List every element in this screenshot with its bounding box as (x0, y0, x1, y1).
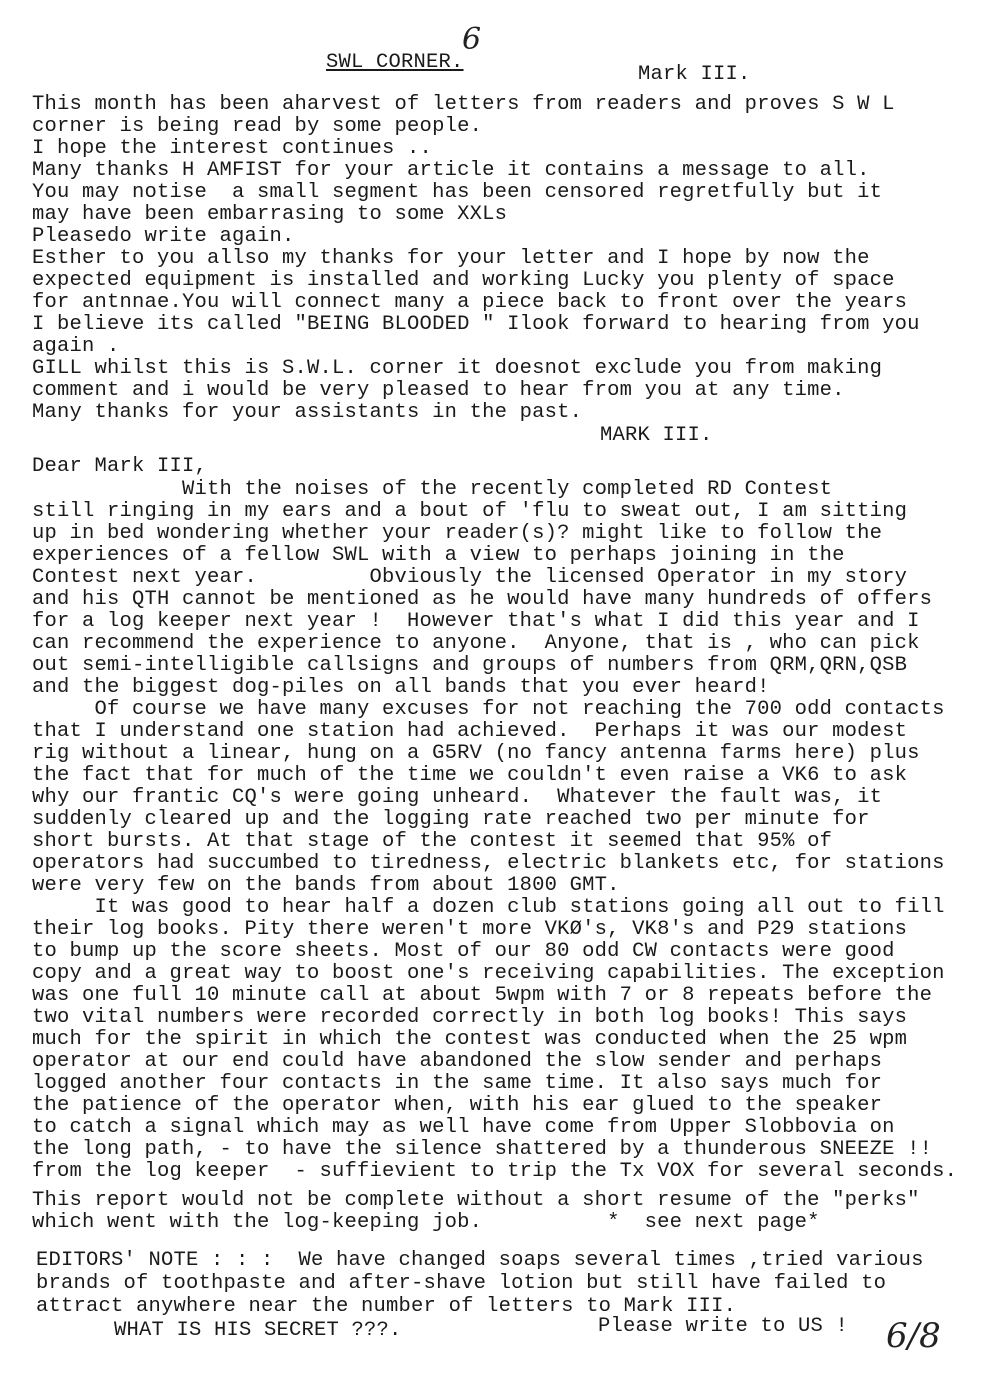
letter-line: operators had succumbed to tiredness, electric blankets etc, for stations (32, 852, 945, 875)
editors-note-line: brands of toothpaste and after-shave lotion but still have failed to (36, 1272, 887, 1295)
letter-line: still ringing in my ears and a bout of 'flu to sweat out, I am sitting (32, 500, 908, 523)
letter-line: and his QTH cannot be mentioned as he would have many hundreds of offers (32, 588, 933, 611)
letter-line: were very few on the bands from about 1800 GMT. (32, 874, 620, 897)
intro-line: corner is being read by some people. (32, 115, 483, 138)
intro-line: Esther to you allso my thanks for your letter and I hope by now the (32, 247, 870, 270)
letter-line: can recommend the experience to anyone. Anyone, that is , who can pick (32, 632, 920, 655)
letter-line: With the noises of the recently completed RD Contest (32, 478, 833, 501)
letter-closing-line: which went with the log-keeping job. * see next page* (32, 1211, 820, 1234)
handwritten-page-mark: 6/8 (886, 1316, 941, 1356)
intro-line: may have been embarrasing to some XXLs (32, 203, 508, 226)
letter-closing-line: This report would not be complete without a short resume of the "perks" (32, 1189, 920, 1212)
letter-line: why our frantic CQ's were going unheard. Whatever the fault was, it (32, 786, 883, 809)
intro-line: comment and i would be very pleased to hear from you at any time. (32, 379, 845, 402)
editors-request: Please write to US ! (598, 1315, 849, 1338)
letter-line: the long path, - to have the silence shattered by a thunderous SNEEZE !! (32, 1138, 933, 1161)
editors-note-line: EDITORS' NOTE : : : We have changed soaps several times ,tried various (36, 1249, 924, 1272)
letter-line: and the biggest dog-piles on all bands that you ever heard! (32, 676, 770, 699)
letter-line: their log books. Pity there weren't more VKØ's, VK8's and P29 stations (32, 918, 908, 941)
letter-line: It was good to hear half a dozen club stations going all out to fill (32, 896, 945, 919)
handwritten-page-number: 6 (462, 22, 482, 57)
intro-line: for antnnae.You will connect many a piece back to front over the years (32, 291, 908, 314)
editors-note-line: attract anywhere near the number of letters to Mark III. (36, 1295, 737, 1318)
letter-line: was one full 10 minute call at about 5wpm with 7 or 8 repeats before the (32, 984, 933, 1007)
letter-line: for a log keeper next year ! However that's what I did this year and I (32, 610, 920, 633)
intro-signature: MARK III. (600, 424, 713, 447)
intro-line: This month has been aharvest of letters from readers and proves S W L (32, 93, 895, 116)
intro-line: expected equipment is installed and working Lucky you plenty of space (32, 269, 895, 292)
intro-line: Pleasedo write again. (32, 225, 295, 248)
intro-line: I hope the interest continues .. (32, 137, 433, 160)
byline: Mark III. (638, 63, 751, 86)
letter-line: logged another four contacts in the same time. It also says much for (32, 1072, 883, 1095)
letter-line: the patience of the operator when, with his ear glued to the speaker (32, 1094, 883, 1117)
letter-line: to catch a signal which may as well have come from Upper Slobbovia on (32, 1116, 895, 1139)
section-title: SWL CORNER. (326, 51, 464, 74)
letter-line: experiences of a fellow SWL with a view to perhaps joining in the (32, 544, 845, 567)
intro-line: Many thanks H AMFIST for your article it contains a message to all. (32, 159, 870, 182)
intro-line: I believe its called "BEING BLOODED " Ilook forward to hearing from you (32, 313, 920, 336)
letter-line: copy and a great way to boost one's receiving capabilities. The exception (32, 962, 945, 985)
intro-line: GILL whilst this is S.W.L. corner it doesnot exclude you from making (32, 357, 883, 380)
letter-line: Contest next year. Obviously the licensed Operator in my story (32, 566, 908, 589)
intro-line: You may notise a small segment has been censored regretfully but it (32, 181, 883, 204)
letter-line: two vital numbers were recorded correctly in both log books! This says (32, 1006, 908, 1029)
editors-question: WHAT IS HIS SECRET ???. (114, 1319, 402, 1342)
letter-line: from the log keeper - suffievient to trip the Tx VOX for several seconds. (32, 1160, 958, 1183)
letter-line: to bump up the score sheets. Most of our 80 odd CW contacts were good (32, 940, 895, 963)
letter-line: operator at our end could have abandoned the slow sender and perhaps (32, 1050, 883, 1073)
letter-line: that I understand one station had achieved. Perhaps it was our modest (32, 720, 908, 743)
letter-line: suddenly cleared up and the logging rate reached two per minute for (32, 808, 870, 831)
letter-line: rig without a linear, hung on a G5RV (no fancy antenna farms here) plus (32, 742, 920, 765)
letter-line: short bursts. At that stage of the contest it seemed that 95% of (32, 830, 833, 853)
letter-line: Of course we have many excuses for not reaching the 700 odd contacts (32, 698, 945, 721)
letter-line: much for the spirit in which the contest was conducted when the 25 wpm (32, 1028, 908, 1051)
letter-salutation: Dear Mark III, (32, 455, 208, 478)
letter-line: out semi-intelligible callsigns and groups of numbers from QRM,QRN,QSB (32, 654, 908, 677)
letter-line: the fact that for much of the time we couldn't even raise a VK6 to ask (32, 764, 908, 787)
letter-line: up in bed wondering whether your reader(s)? might like to follow the (32, 522, 883, 545)
intro-line: again . (32, 335, 120, 358)
intro-line: Many thanks for your assistants in the past. (32, 401, 583, 424)
